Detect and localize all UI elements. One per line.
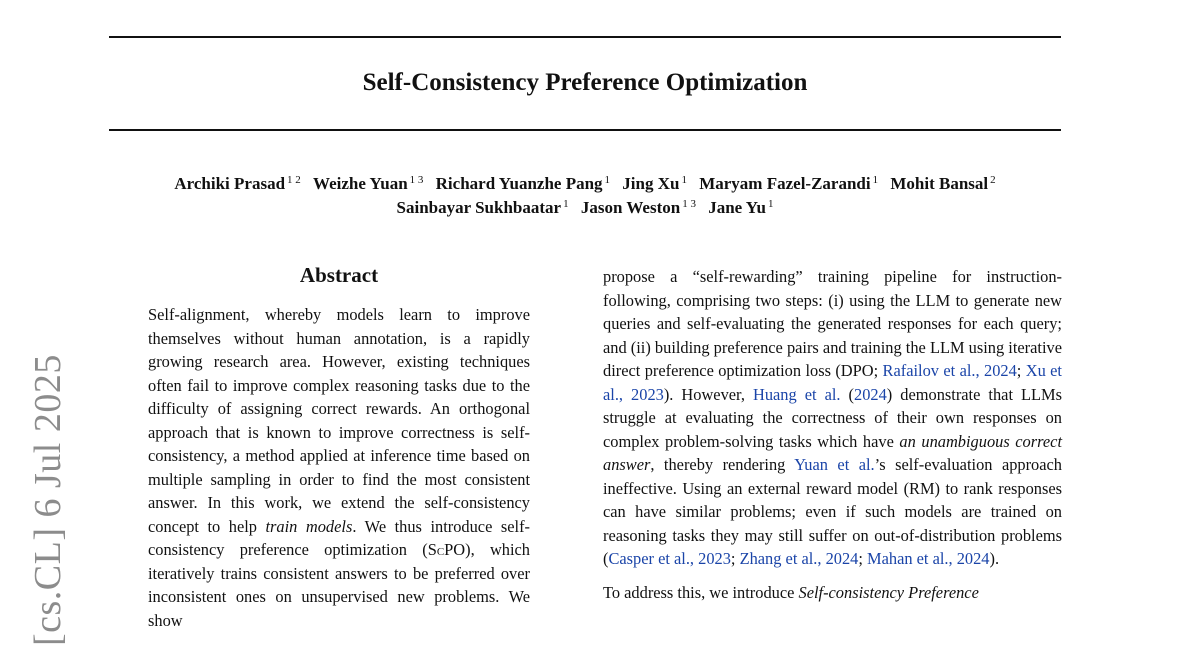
intro-column [603, 265, 1062, 604]
method-name: ScPO [427, 540, 466, 559]
paper-title: Self-Consistency Preference Optimization [362, 69, 808, 96]
abstract-text [148, 303, 530, 632]
author-name [708, 198, 773, 217]
body-text: To address this, we introduce [603, 582, 799, 602]
body-text: Self-alignment, whereby models learn to improve themselves without human annotation, is a rapidly growing research area. However, existing techniques often fail to improve complex reasoning tasks due to the difficulty of assigning correct rewards. An orthogonal approach that is known to improve correctness is self-consistency, a method applied at inference time based on multiple sampling in order to find the most consistent answer. In this work, we extend the self-consistency concept to help [148, 305, 530, 536]
author-name-text: Richard Yuanzhe Pang [435, 174, 603, 193]
author-list [100, 172, 1070, 220]
citation-link[interactable]: Xu et al., 2023 [603, 361, 1062, 404]
intro-paragraph [603, 265, 1062, 571]
author-name [174, 174, 300, 193]
body-text: , thereby rendering [650, 455, 795, 474]
author-name-text: Weizhe Yuan [313, 174, 408, 193]
body-text: ). [989, 549, 1000, 568]
author-name-text: Jing Xu [622, 174, 680, 193]
emphasis-text: train models [265, 516, 353, 536]
intro-paragraph [603, 581, 1062, 605]
body-text: ’s self-evaluation approach ineffective. Using an external reward model (RM) to rank responses can have similar problems; even if such models are trained on reasoning tasks they may still suffer on out-of-distribution problems ( [603, 455, 1063, 568]
author-name [622, 174, 687, 193]
author-affiliation: 1 [872, 174, 879, 186]
author-name [699, 174, 878, 193]
emphasis-text: an unambiguous correct answer [603, 431, 1063, 474]
author-name-text: Sainbayar Sukhbaatar [396, 198, 562, 217]
citation-link[interactable]: Huang et al. [752, 384, 841, 404]
body-text: propose a “self-rewarding” training pipeline for instruction-following, comprising two steps: (i) using the LLM to generate new queries and self-evaluating the generated responses for each query; and (ii) building preference pairs and training the LLM using iterative direct preference optimization loss (DPO; [603, 267, 1062, 380]
author-name [890, 174, 995, 193]
body-text: ; [1016, 361, 1026, 380]
author-name-text: Jason Weston [580, 198, 681, 217]
author-affiliation: 1 [563, 198, 569, 210]
author-name-text: Mohit Bansal [890, 174, 989, 193]
author-name-text: Maryam Fazel-Zarandi [699, 174, 871, 193]
author-affiliation: 2 [990, 174, 996, 186]
author-name [436, 174, 610, 193]
citation-link[interactable]: Mahan et al., 2024 [867, 549, 990, 568]
citation-link[interactable]: 2024 [854, 384, 887, 404]
author-affiliation: 1 [767, 198, 774, 210]
author-affiliation: 1 [604, 174, 611, 186]
body-text: ). However, [663, 384, 753, 404]
citation-link[interactable]: Yuan et al. [794, 455, 875, 474]
arxiv-stamp: [cs.CL] 6 Jul 2025 [27, 354, 69, 646]
citation-link[interactable]: Casper et al., 2023 [608, 549, 731, 568]
title-top-rule [109, 36, 1061, 38]
citation-link[interactable]: Zhang et al., 2024 [739, 549, 859, 568]
body-text: ; [730, 549, 740, 568]
body-text: . We thus introduce self-consistency preference optimization ( [148, 516, 530, 559]
body-text: ) demonstrate that LLMs struggle at evaluating the correctness of their own responses on complex problem-solving tasks which have [603, 384, 1063, 451]
author-affiliation: 1 3 [409, 174, 424, 186]
body-text: ; [858, 549, 868, 568]
author-name [397, 198, 569, 217]
body-text: ), which iteratively trains consistent answers to be preferred over inconsistent ones on unsupervised new problems. We show [148, 540, 530, 630]
author-name [313, 174, 423, 193]
author-name-text: Archiki Prasad [174, 174, 286, 193]
abstract-heading: Abstract [299, 263, 379, 287]
author-name [581, 198, 696, 217]
author-affiliation: 1 2 [287, 174, 301, 186]
title-bottom-rule [109, 129, 1061, 131]
emphasis-text: Self-consistency Preference [798, 582, 979, 602]
author-affiliation: 1 [681, 174, 687, 186]
author-name-text: Jane Yu [708, 198, 766, 217]
abstract-column [148, 303, 530, 632]
body-text: ( [840, 384, 855, 404]
citation-link[interactable]: Rafailov et al., 2024 [882, 361, 1017, 380]
author-affiliation: 1 3 [682, 198, 696, 210]
